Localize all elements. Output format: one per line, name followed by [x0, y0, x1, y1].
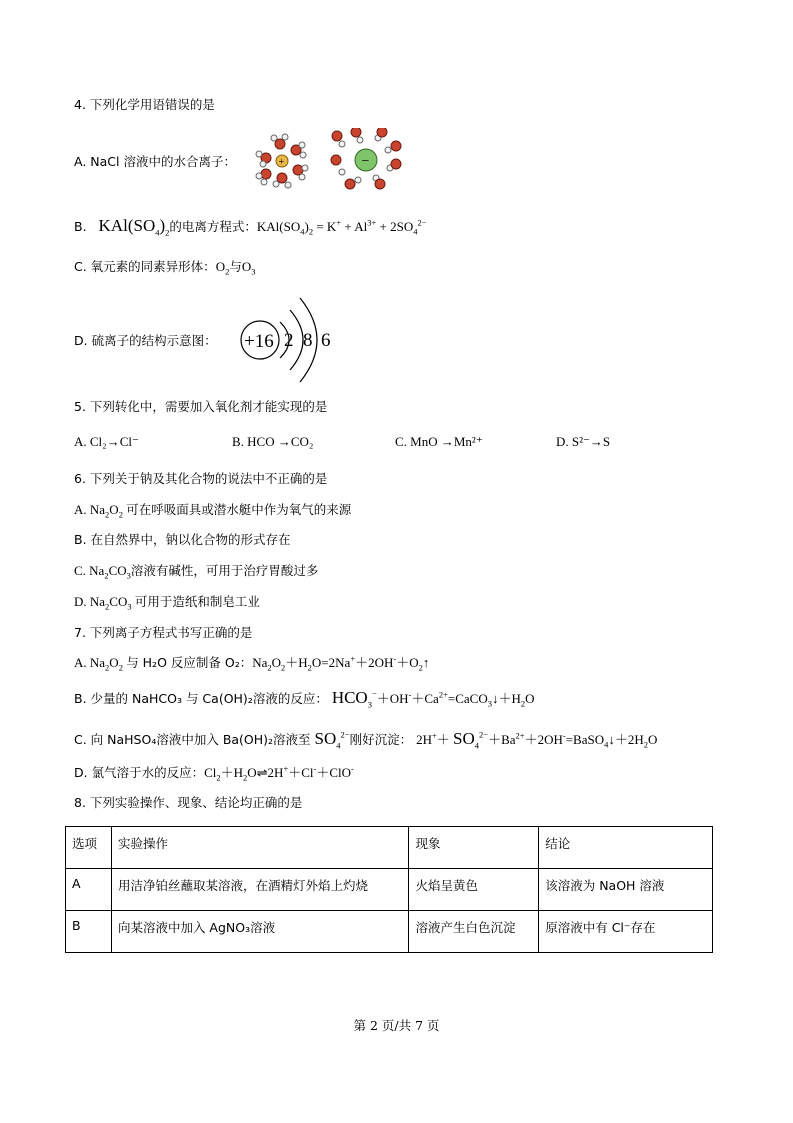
table-row	[66, 869, 713, 911]
q6-option-c: C. $Na_2CO_3$溶液有碱性，可用于治疗胃酸过多	[74, 563, 319, 581]
hydrated-ions-diagram	[250, 128, 420, 192]
o3-formula: $O_3$	[241, 259, 256, 277]
table-cell: 火焰呈黄色	[409, 869, 539, 911]
q7-a-equation: $Na_2O_2+H_2O=2Na^++2OH^-+O_2↑$	[252, 653, 430, 673]
sulfate-ion-formula: $SO_4^{2-}$	[314, 729, 350, 751]
q7-option-c	[74, 730, 657, 749]
q4-option-a	[74, 153, 236, 171]
q7-stem: 7. 下列离子方程式书写正确的是	[74, 625, 253, 640]
q4-option-b	[74, 217, 427, 236]
q7-d-text: D. 氯气溶于水的反应：	[74, 765, 205, 780]
q5-stem: 5. 下列转化中，需要加入氧化剂才能实现的是	[74, 399, 328, 414]
q4-b-mid: 的电离方程式：	[169, 219, 257, 234]
header-phenomenon: 现象	[409, 827, 539, 869]
table-cell: 该溶液为 NaOH 溶液	[539, 869, 713, 911]
q7-b-equation: $HCO_3^-+OH^-+Ca^{2+}=CaCO_3↓+H_2O$	[331, 688, 535, 710]
q6-option-d: D. $Na_2CO_3$ 可用于造纸和制皂工业	[74, 594, 260, 612]
shell-electrons-2: 8	[303, 330, 313, 351]
table-cell: 用洁净铂丝蘸取某溶液，在酒精灯外焰上灼烧	[111, 869, 409, 911]
q6-stem: 6. 下列关于钠及其化合物的说法中不正确的是	[74, 471, 328, 486]
q6-a-text: 可在呼吸面具或潜水艇中作为氧气的来源	[126, 502, 352, 517]
q7-a-text: 与 H₂O 反应制备 O₂：	[126, 655, 253, 670]
q5-option-d: D. S²⁻→S	[556, 434, 611, 449]
q4-b-label: B.	[74, 219, 87, 234]
q7-option-b	[74, 689, 535, 708]
page-footer: 第 2 页/共 7 页	[353, 1018, 440, 1033]
q7-option-a: A. $Na_2O_2$ 与 H₂O 反应制备 O₂：$Na_2O_2+H_2O=2Na^++2OH^-+O_2↑$	[74, 653, 430, 673]
table-row	[66, 911, 713, 953]
q4-c-label: C. 氧元素的同素异形体：	[74, 259, 216, 274]
q7-c-equation: $2H^++ SO_4^{2-}+Ba^{2+}+2OH^-=BaSO_4↓+2H_2O$	[416, 729, 658, 751]
shell-electrons-3: 6	[321, 330, 331, 351]
kal-so4-formula: $KAl(SO_4)_2$	[98, 216, 170, 238]
q5-option-c: C. MnO →Mn²⁺	[395, 434, 483, 449]
q7-b-text: B. 少量的 NaHCO₃ 与 Ca(OH)₂溶液的反应：	[74, 691, 328, 706]
q4-c-and: 与	[229, 259, 242, 274]
header-conclusion: 结论	[539, 827, 713, 869]
sulfide-ion-structure-diagram	[236, 292, 346, 388]
q4-option-d	[74, 332, 217, 350]
q4-stem: 4. 下列化学用语错误的是	[74, 97, 215, 112]
table-cell: 向某溶液中加入 AgNO₃溶液	[111, 911, 409, 953]
svg-text:−: −	[361, 154, 370, 169]
table-cell: 原溶液中有 Cl⁻存在	[539, 911, 713, 953]
q7-c-text-1: C. 向 NaHSO₄溶液中加入 Ba(OH)₂溶液至	[74, 732, 311, 747]
table-cell: A	[66, 869, 112, 911]
q8-stem: 8. 下列实验操作、现象、结论均正确的是	[74, 795, 303, 810]
q7-option-d	[74, 764, 354, 782]
sodium-hydrated-ion	[256, 134, 308, 188]
experiment-table	[65, 826, 713, 953]
q6-c-text: 溶液有碱性，可用于治疗胃酸过多	[130, 563, 319, 578]
q6-d-text: 可用于造纸和制皂工业	[134, 594, 260, 609]
table-cell: B	[66, 911, 112, 953]
q5-option-b: B. HCO →CO₂	[232, 434, 314, 449]
header-option: 选项	[66, 827, 112, 869]
q6-option-a: A. $Na_2O_2$ 可在呼吸面具或潜水艇中作为氧气的来源	[74, 502, 352, 520]
q7-c-text-2: 刚好沉淀：	[349, 732, 413, 747]
q7-d-equation: $Cl_2+H_2O\rightleftharpoons 2H^++Cl^-+ClO^-$	[204, 763, 354, 783]
q4-a-label: A. NaCl 溶液中的水合离子：	[74, 154, 236, 169]
kal-ionization-equation: $KAl(SO_4)_2 = K^+ + Al^{3+} + 2SO_4^{2-}$	[256, 217, 427, 237]
o2-formula: $O_2$	[215, 259, 230, 277]
shell-electrons-1: 2	[284, 330, 294, 351]
nucleus-charge: +16	[244, 331, 274, 352]
table-header-row	[66, 827, 713, 869]
q4-option-c	[74, 258, 255, 276]
q5-options	[0, 434, 793, 452]
svg-text:+: +	[278, 157, 285, 168]
header-operation: 实验操作	[111, 827, 409, 869]
chloride-hydrated-ion	[331, 128, 401, 189]
q4-d-label: D. 硫离子的结构示意图：	[74, 333, 217, 348]
q5-option-a: A. Cl₂→Cl⁻	[74, 434, 139, 449]
q6-option-b: B. 在自然界中，钠以化合物的形式存在	[74, 532, 291, 547]
table-cell: 溶液产生白色沉淀	[409, 911, 539, 953]
